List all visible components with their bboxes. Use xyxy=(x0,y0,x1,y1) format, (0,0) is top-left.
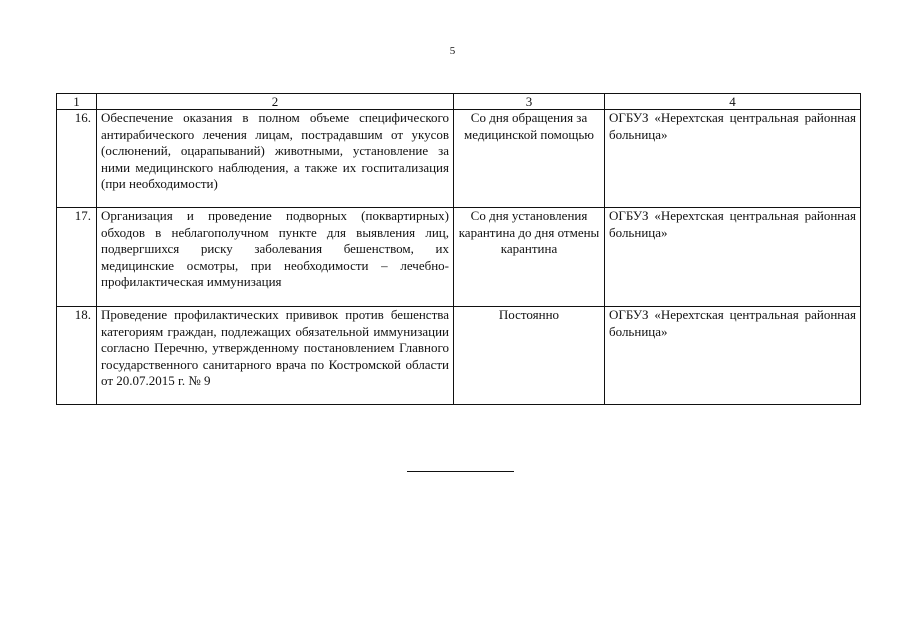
table-row xyxy=(57,110,861,208)
measure-description: Обеспечение оказания в полном объеме специфического антирабического лечения лицам, пострадавшим от укусов (ослюнений, оцарапываний) животными, установление за ними медицинского наблюдения, а также их госпитализация (при необходимости) xyxy=(97,110,454,208)
column-header-2: 2 xyxy=(97,94,454,110)
measure-term: Постоянно xyxy=(454,307,605,405)
page-number: 5 xyxy=(449,45,456,57)
row-number: 16. xyxy=(57,110,97,208)
measure-description: Организация и проведение подворных (поквартирных) обходов в неблагополучном пункте для выявления лиц, подвергшихся риску заболевания бешенством, их медицинские осмотры, при необходимости – лечебно-профилактическая иммунизация xyxy=(97,208,454,307)
table-row xyxy=(57,307,861,405)
row-number: 18. xyxy=(57,307,97,405)
measure-description: Проведение профилактических прививок против бешенства категориям граждан, подлежащих обязательной иммунизации согласно Перечню, утвержденному постановлением Главного государственного санитарного врача по Костромской области от 20.07.2015 г. № 9 xyxy=(97,307,454,405)
row-number: 17. xyxy=(57,208,97,307)
measure-term: Со дня обращения за медицинской помощью xyxy=(454,110,605,208)
column-header-3: 3 xyxy=(454,94,605,110)
measures-table xyxy=(56,93,861,405)
measure-term: Со дня установления карантина до дня отмены карантина xyxy=(454,208,605,307)
measure-executor: ОГБУЗ «Нерехтская центральная районная больница» xyxy=(605,110,861,208)
end-of-document-line xyxy=(407,471,514,472)
column-header-4: 4 xyxy=(605,94,861,110)
table-header-row xyxy=(57,94,861,110)
table-row xyxy=(57,208,861,307)
measure-executor: ОГБУЗ «Нерехтская центральная районная больница» xyxy=(605,307,861,405)
measure-executor: ОГБУЗ «Нерехтская центральная районная больница» xyxy=(605,208,861,307)
column-header-1: 1 xyxy=(57,94,97,110)
